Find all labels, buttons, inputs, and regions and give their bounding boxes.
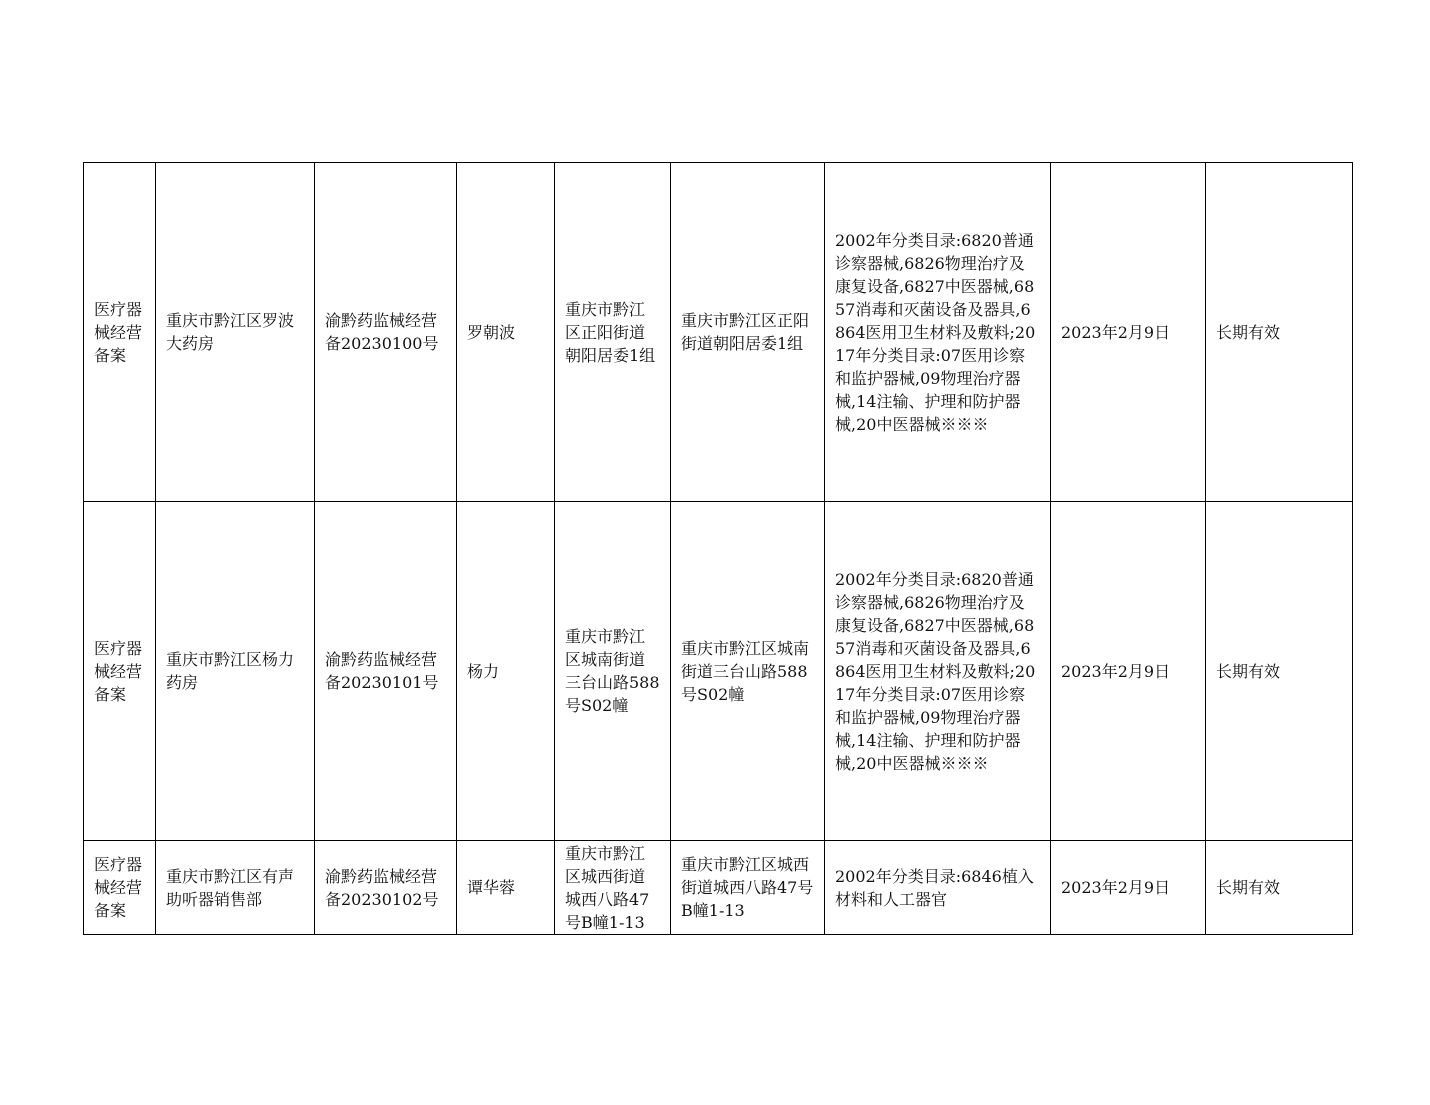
cell-business-name: 重庆市黔江区杨力药房	[156, 502, 315, 841]
cell-responsible-person: 杨力	[457, 502, 555, 841]
cell-residence: 重庆市黔江区城南街道三台山路588号S02幢	[555, 502, 671, 841]
table-row	[84, 841, 1353, 935]
cell-business-address: 重庆市黔江区城西街道城西八路47号B幢1-13	[671, 841, 825, 935]
cell-responsible-person: 罗朝波	[457, 163, 555, 502]
cell-record-type: 医疗器械经营备案	[84, 163, 156, 502]
table-row	[84, 163, 1353, 502]
cell-record-date: 2023年2月9日	[1051, 841, 1206, 935]
cell-record-type: 医疗器械经营备案	[84, 841, 156, 935]
cell-responsible-person: 谭华蓉	[457, 841, 555, 935]
cell-validity: 长期有效	[1206, 841, 1353, 935]
cell-business-address: 重庆市黔江区城南街道三台山路588号S02幢	[671, 502, 825, 841]
cell-residence: 重庆市黔江区城西街道城西八路47号B幢1-13	[555, 841, 671, 935]
cell-business-scope: 2002年分类目录:6846植入材料和人工器官	[825, 841, 1051, 935]
cell-validity: 长期有效	[1206, 502, 1353, 841]
cell-business-address: 重庆市黔江区正阳街道朝阳居委1组	[671, 163, 825, 502]
cell-validity: 长期有效	[1206, 163, 1353, 502]
cell-record-date: 2023年2月9日	[1051, 163, 1206, 502]
cell-business-name: 重庆市黔江区有声助听器销售部	[156, 841, 315, 935]
cell-residence: 重庆市黔江区正阳街道朝阳居委1组	[555, 163, 671, 502]
cell-record-number: 渝黔药监械经营备20230101号	[315, 502, 457, 841]
cell-business-scope: 2002年分类目录:6820普通诊察器械,6826物理治疗及康复设备,6827中医器械,6857消毒和灭菌设备及器具,6864医用卫生材料及敷料;2017年分类目录:07医用诊察和监护器械,09物理治疗器械,14注输、护理和防护器械,20中医器械※※※	[825, 163, 1051, 502]
table-row	[84, 502, 1353, 841]
cell-record-number: 渝黔药监械经营备20230102号	[315, 841, 457, 935]
records-table	[83, 162, 1353, 935]
cell-record-type: 医疗器械经营备案	[84, 502, 156, 841]
cell-record-date: 2023年2月9日	[1051, 502, 1206, 841]
cell-business-name: 重庆市黔江区罗波大药房	[156, 163, 315, 502]
cell-business-scope: 2002年分类目录:6820普通诊察器械,6826物理治疗及康复设备,6827中医器械,6857消毒和灭菌设备及器具,6864医用卫生材料及敷料;2017年分类目录:07医用诊察和监护器械,09物理治疗器械,14注输、护理和防护器械,20中医器械※※※	[825, 502, 1051, 841]
cell-record-number: 渝黔药监械经营备20230100号	[315, 163, 457, 502]
